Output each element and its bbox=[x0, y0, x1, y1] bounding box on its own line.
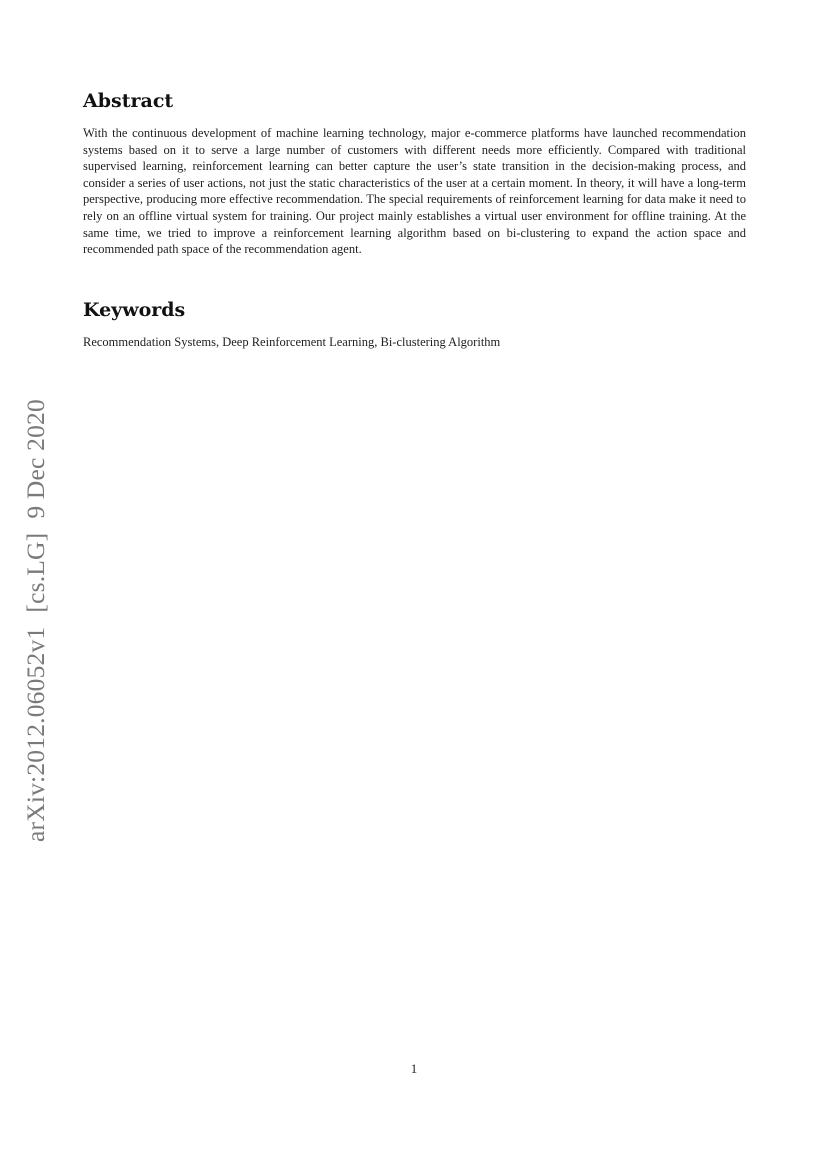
arxiv-date: 9 Dec 2020 bbox=[21, 399, 50, 519]
keywords-text: Recommendation Systems, Deep Reinforcement Learning, Bi-clustering Algorithm bbox=[83, 335, 501, 349]
abstract-text: With the continuous development of machine learning technology, major e-commerce platforms have launched recommendation systems based on it to serve a large number of customers with different needs more efficiently. Compared with traditional supervised learning, reinforcement learning can better capture the user’s state transition in the decision-making process, and consider a series of user actions, not just the static characteristics of the user at a certain moment. In theory, it will have a long-term perspective, producing more effective recommendation. The special requirements of reinforcement learning for data make it need to rely on an offline virtual system for training. Our project mainly establishes a virtual user environment for offline training. At the same time, we tried to improve a reinforcement learning algorithm based on bi-clustering to expand the action space and recommended path space of the recommendation agent. bbox=[83, 126, 746, 257]
arxiv-category: [cs.LG] bbox=[21, 532, 50, 613]
abstract-heading: Abstract bbox=[83, 90, 174, 112]
arxiv-stamp bbox=[22, 399, 50, 842]
arxiv-identifier: arXiv:2012.06052v1 bbox=[21, 626, 50, 842]
page-number: 1 bbox=[410, 1061, 418, 1076]
keywords-heading: Keywords bbox=[83, 299, 186, 321]
